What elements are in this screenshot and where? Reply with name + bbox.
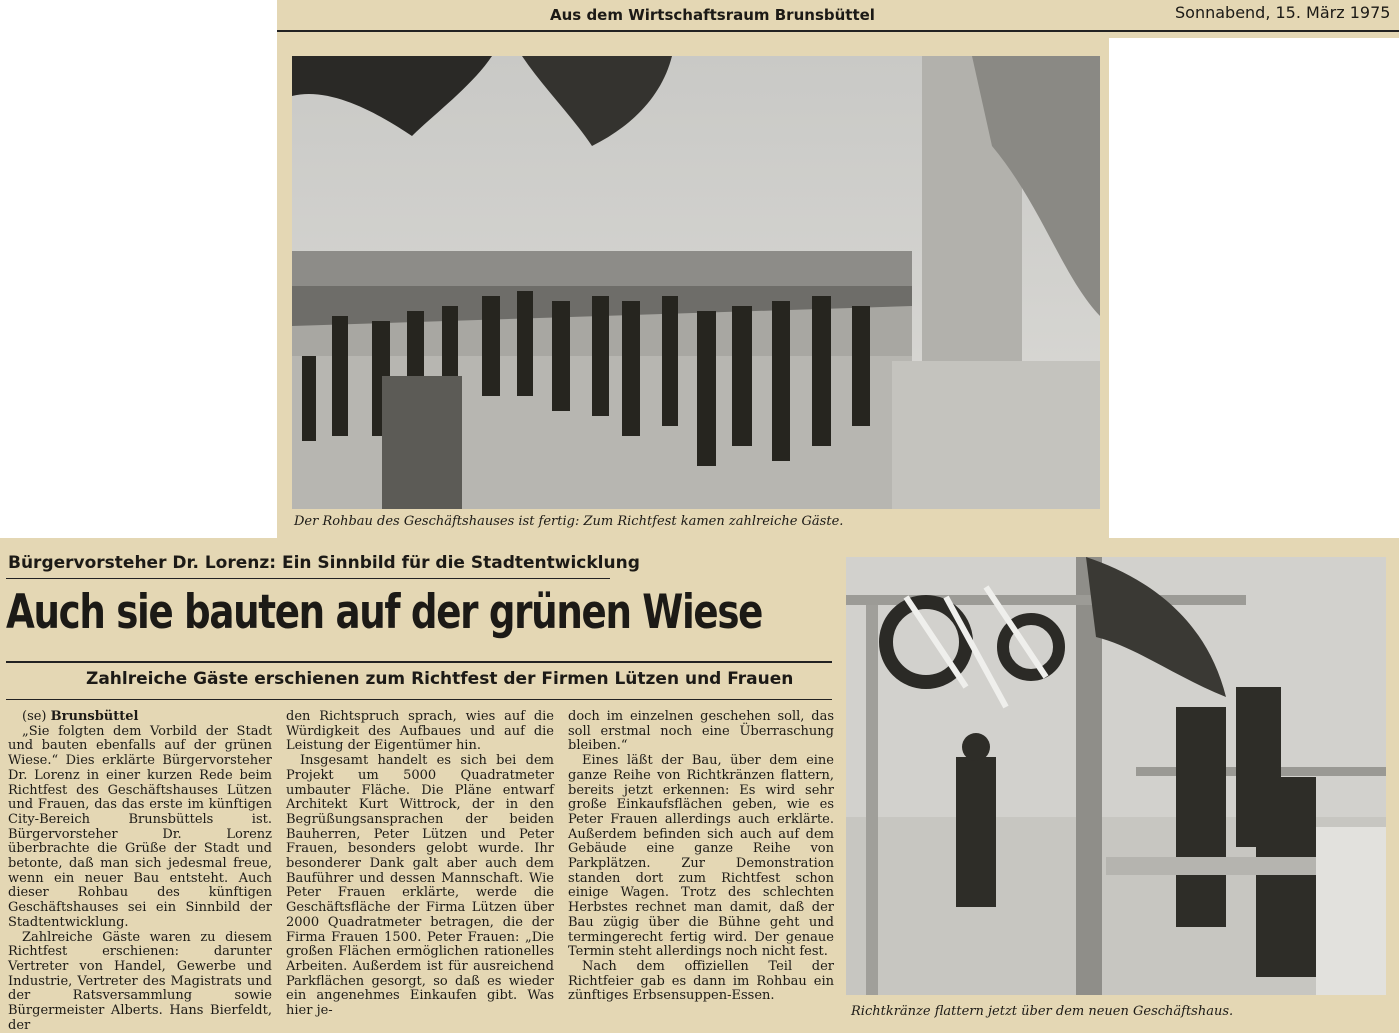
paragraph: doch im einzelnen geschehen soll, das soll erstmal noch eine Überraschung bleiben.“ — [568, 709, 834, 754]
article-column-3 — [568, 710, 834, 1004]
byline: (se) — [22, 709, 47, 724]
article-column-2 — [286, 710, 554, 1019]
paragraph: Insgesamt handelt es sich bei dem Projekt um 5000 Quadratmeter umbauter Fläche. Die Pläne entwarf Architekt Kurt Wittrock, der in den Begrüßungsansprachen der beiden Bauherren, Peter Lützen und Peter Frauen, besonders gelobt wurde. Ihr besonderer Dank galt aber auch dem Bauführer und dessen Mannschaft. Wie Peter Frauen erklärte, werde die Geschäftsfläche der Firma Lützen über 2000 Quadratmeter betragen, die der Firma Frauen 1500. Peter Frauen: „Die großen Flächen ermöglichen rationelles Arbeiten. Außerdem ist für ausreichend Parkflächen gesorgt, so daß es wieder ein angenehmes Einkaufen gibt. Was hier je- — [286, 753, 554, 1019]
article-headline: Auch sie bauten auf der grünen Wiese — [6, 585, 763, 640]
photo-topping-out-wreaths — [846, 557, 1386, 995]
headline-rule — [6, 661, 832, 663]
photo-guests-on-rooftop — [292, 56, 1100, 509]
dateline — [8, 710, 272, 725]
article-kicker: Bürgervorsteher Dr. Lorenz: Ein Sinnbild für die Stadtentwicklung — [8, 553, 640, 573]
paragraph: Nach dem offiziellen Teil der Richtfeier gab es dann im Rohbau ein zünftiges Erbsensuppen-Essen. — [568, 958, 834, 1004]
issue-date: Sonnabend, 15. März 1975 — [1175, 3, 1391, 22]
paragraph: Eines läßt der Bau, über dem eine ganze Reihe von Richtkränzen flattern, bereits jetzt erkennen: Es wird sehr große Einkaufsflächen geben, wie es Peter Frauen allerdings auch erklärte. Außerdem befinden sich auch auf dem Gebäude eine ganze Reihe von Parkplätzen. Zur Demonstration standen dort zum Richtfest schon einige Wagen. Trotz des schlechten Herbstes rechnet man damit, daß der Bau zügig über die Bühne geht und termingerecht fertig wird. Der genaue Termin steht allerdings noch nicht fest. — [568, 753, 834, 960]
dateline-place: Brunsbüttel — [50, 709, 139, 724]
subhead-rule — [6, 699, 832, 700]
section-title: Aus dem Wirtschaftsraum Brunsbüttel — [550, 6, 875, 24]
kicker-underline — [6, 578, 610, 579]
paragraph: „Sie folgten dem Vorbild der Stadt und bauten ebenfalls auf der grünen Wiese.“ Dies erklärte Bürgervorsteher Dr. Lorenz in einer kurzen Rede beim Richtfest des Geschäftshauses Lützen und Frauen, das das erste im künftigen City-Bereich Brunsbüttels ist. Bürgervorsteher Dr. Lorenz überbrachte die Grüße der Stadt und betonte, daß man sich jedesmal freue, wenn ein neuer Bau entsteht. Auch dieser Rohbau des künftigen Geschäftshauses sei ein Sinnbild der Stadtentwicklung. — [8, 723, 272, 930]
photo-bottom-caption: Richtkränze flattern jetzt über dem neuen Geschäftshaus. — [851, 1004, 1234, 1019]
header-rule — [277, 30, 1399, 32]
paragraph: den Richtspruch sprach, wies auf die Würdigkeit des Aufbaues und auf die Leistung der Eigentümer hin. — [286, 709, 554, 754]
paragraph: Zahlreiche Gäste waren zu diesem Richtfest erschienen: darunter Vertreter von Handel, Gewerbe und Industrie, Vertreter des Magistrats und der Ratsversammlung sowie Bürgermeister Alberts. Hans Bierfeldt, der — [8, 929, 272, 1033]
photo-top-caption: Der Rohbau des Geschäftshauses ist fertig: Zum Richtfest kamen zahlreiche Gäste. — [294, 514, 844, 529]
article-column-1 — [8, 710, 272, 1033]
article-subheadline: Zahlreiche Gäste erschienen zum Richtfest der Firmen Lützen und Frauen — [86, 669, 794, 689]
